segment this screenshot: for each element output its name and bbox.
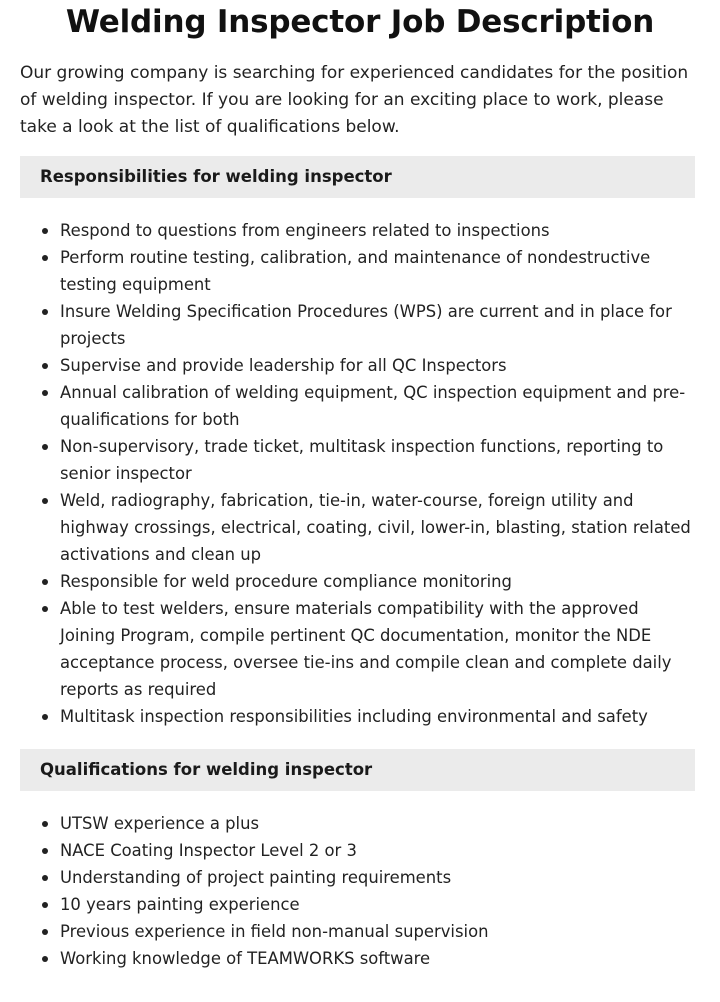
- list-item-text: NACE Coating Inspector Level 2 or 3: [60, 841, 357, 860]
- bullet-icon: [42, 902, 48, 908]
- list-item-text: Working knowledge of TEAMWORKS software: [60, 949, 431, 968]
- list-item-text: Respond to questions from engineers related to inspections: [60, 221, 550, 240]
- list-item: [20, 703, 692, 730]
- list-item-text: Previous experience in field non-manual supervision: [60, 922, 489, 941]
- list-item-text: Able to test welders, ensure materials compatibility with the approved Joining Program, compile pertinent QC documentation, monitor the NDE acceptance process, oversee tie-ins and compile clean and complete daily reports as required: [60, 599, 672, 699]
- list-item: [20, 352, 692, 379]
- list-item: [20, 298, 692, 352]
- bullet-icon: [42, 929, 48, 935]
- bullet-icon: [42, 255, 48, 261]
- intro-paragraph: Our growing company is searching for experienced candidates for the position of welding inspector. If you are looking for an exciting place to work, please take a look at the list of qualifications below.: [20, 63, 689, 137]
- list-item: [20, 864, 692, 891]
- list-item-text: Perform routine testing, calibration, and maintenance of nondestructive testing equipment: [60, 248, 651, 294]
- bullet-icon: [42, 309, 48, 315]
- list-item: [20, 244, 692, 298]
- list-item: [20, 918, 692, 945]
- bullet-icon: [42, 848, 48, 854]
- bullet-icon: [42, 228, 48, 234]
- list-item: [20, 891, 692, 918]
- bullet-icon: [42, 498, 48, 504]
- list-item: [20, 595, 692, 703]
- list-item: [20, 568, 692, 595]
- responsibilities-list: [20, 217, 692, 730]
- bullet-icon: [42, 579, 48, 585]
- list-item-text: Insure Welding Specification Procedures (WPS) are current and in place for projects: [60, 302, 672, 348]
- list-item-text: UTSW experience a plus: [60, 814, 260, 833]
- list-item-text: Weld, radiography, fabrication, tie-in, water-course, foreign utility and highway crossings, electrical, coating, civil, lower-in, blasting, station related activations and clean up: [60, 491, 691, 564]
- qualifications-list: [20, 810, 692, 972]
- bullet-icon: [42, 956, 48, 962]
- list-item: [20, 837, 692, 864]
- bullet-icon: [42, 714, 48, 720]
- page-title: Welding Inspector Job Description: [65, 4, 655, 40]
- list-item: [20, 433, 692, 487]
- list-item-text: Annual calibration of welding equipment, QC inspection equipment and pre-qualifications for both: [60, 383, 686, 429]
- list-item-text: Multitask inspection responsibilities including environmental and safety: [60, 707, 648, 726]
- responsibilities-heading: Responsibilities for welding inspector: [20, 156, 695, 198]
- list-item-text: Responsible for weld procedure compliance monitoring: [60, 572, 512, 591]
- bullet-icon: [42, 363, 48, 369]
- list-item: [20, 217, 692, 244]
- list-item: [20, 810, 692, 837]
- bullet-icon: [42, 390, 48, 396]
- list-item: [20, 487, 692, 568]
- bullet-icon: [42, 875, 48, 881]
- bullet-icon: [42, 821, 48, 827]
- qualifications-heading: Qualifications for welding inspector: [20, 749, 695, 791]
- list-item: [20, 379, 692, 433]
- list-item-text: Non-supervisory, trade ticket, multitask inspection functions, reporting to senior inspector: [60, 437, 664, 483]
- bullet-icon: [42, 606, 48, 612]
- list-item-text: Understanding of project painting requirements: [60, 868, 452, 887]
- bullet-icon: [42, 444, 48, 450]
- list-item: [20, 945, 692, 972]
- list-item-text: 10 years painting experience: [60, 895, 300, 914]
- list-item-text: Supervise and provide leadership for all QC Inspectors: [60, 356, 507, 375]
